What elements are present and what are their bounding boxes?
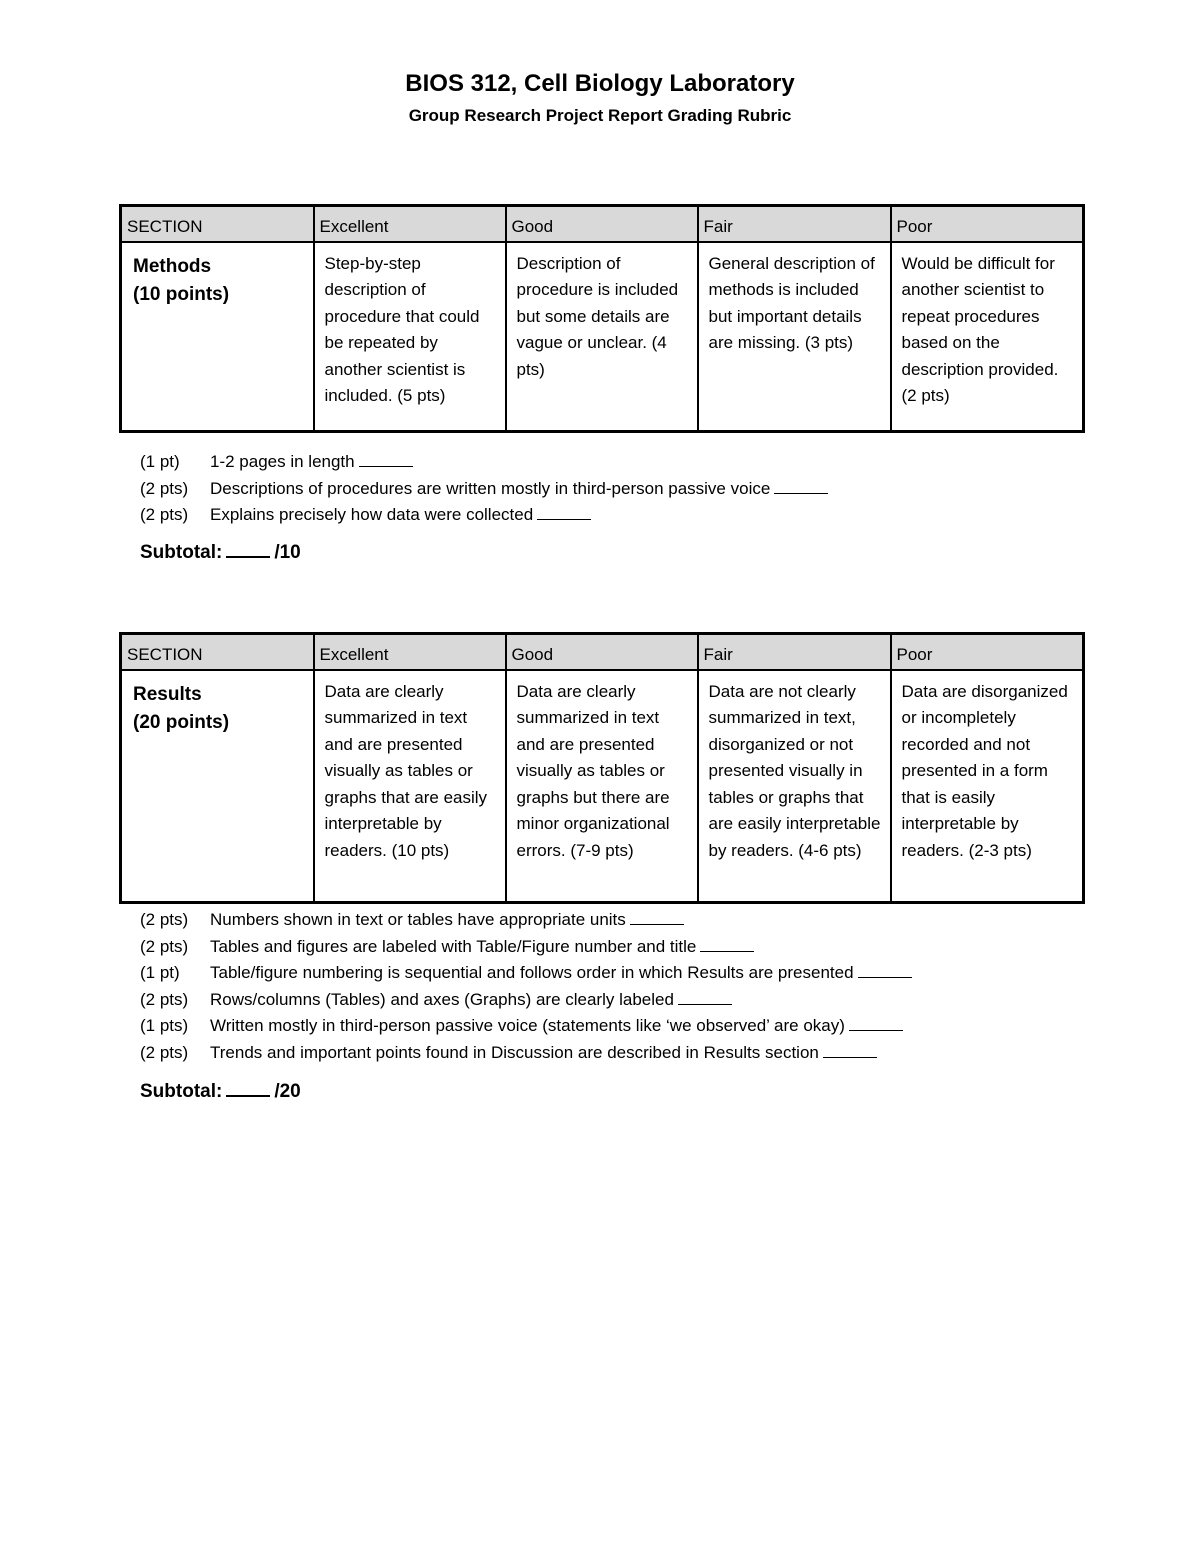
subtotal-max: /20	[274, 1081, 301, 1102]
criterion-text: Tables and figures are labeled with Table/Figure number and title	[210, 936, 697, 956]
table-header-row	[121, 634, 1084, 670]
subtotal-blank[interactable]	[226, 540, 270, 558]
points-label: (2 pts)	[140, 478, 189, 498]
section-cell-methods	[121, 242, 314, 432]
subtotal-label: Subtotal:	[140, 542, 223, 563]
list-item	[140, 476, 828, 503]
list-item	[140, 449, 828, 476]
results-checklist	[140, 907, 912, 1066]
table-header-row	[121, 206, 1084, 242]
subtotal-max: /10	[274, 542, 301, 563]
methods-rubric-table	[119, 204, 1085, 433]
points-label: (2 pts)	[140, 1042, 189, 1062]
points-label: (2 pts)	[140, 505, 189, 524]
points-label: (1 pts)	[140, 1016, 189, 1035]
column-header-fair: Fair	[698, 206, 891, 242]
methods-subtotal	[140, 540, 301, 564]
criterion-text: Written mostly in third-person passive voice (statements like ‘we observed’ are okay)	[210, 1016, 845, 1035]
criterion-text: Table/figure numbering is sequential and follows order in which Results are presented	[210, 963, 854, 982]
poor-cell: Data are disorganized or incompletely recorded and not presented in a form that is easily interpretable by readers. (2-3 pts)	[891, 670, 1084, 903]
subtotal-label: Subtotal:	[140, 1081, 223, 1102]
excellent-cell: Step-by-step description of procedure that could be repeated by another scientist is included. (5 pts)	[314, 242, 506, 432]
methods-checklist	[140, 449, 828, 529]
table-row	[121, 242, 1084, 432]
list-item	[140, 907, 912, 934]
column-header-good: Good	[506, 206, 698, 242]
list-item	[140, 960, 912, 987]
document-subtitle: Group Research Project Report Grading Rubric	[408, 106, 792, 125]
list-item	[140, 987, 912, 1014]
score-blank[interactable]	[823, 1042, 877, 1058]
section-points: (20 points)	[133, 711, 230, 733]
score-blank[interactable]	[678, 989, 732, 1005]
criterion-text: Descriptions of procedures are written mostly in third-person passive voice	[210, 478, 771, 498]
results-rubric-table	[119, 632, 1085, 904]
column-header-section: SECTION	[121, 634, 314, 670]
score-blank[interactable]	[774, 478, 828, 494]
score-blank[interactable]	[359, 451, 413, 467]
column-header-poor: Poor	[891, 634, 1084, 670]
section-name: Results	[133, 683, 202, 705]
good-cell: Data are clearly summarized in text and are presented visually as tables or graphs but there are minor organizational errors. (7-9 pts)	[506, 670, 698, 903]
score-blank[interactable]	[630, 909, 684, 925]
points-label: (1 pt)	[140, 963, 180, 982]
column-header-fair: Fair	[698, 634, 891, 670]
score-blank[interactable]	[537, 504, 591, 520]
points-label: (1 pt)	[140, 452, 180, 471]
section-name: Methods	[133, 255, 212, 277]
list-item	[140, 502, 828, 529]
excellent-cell: Data are clearly summarized in text and are presented visually as tables or graphs that are easily interpretable by readers. (10 pts)	[314, 670, 506, 903]
list-item	[140, 934, 912, 961]
list-item	[140, 1040, 912, 1067]
table-row	[121, 670, 1084, 903]
results-subtotal	[140, 1079, 301, 1103]
column-header-poor: Poor	[891, 206, 1084, 242]
criterion-text: Rows/columns (Tables) and axes (Graphs) are clearly labeled	[210, 989, 674, 1009]
good-cell: Description of procedure is included but some details are vague or unclear. (4 pts)	[506, 242, 698, 432]
column-header-good: Good	[506, 634, 698, 670]
section-cell-results	[121, 670, 314, 903]
criterion-text: 1-2 pages in length	[210, 452, 355, 471]
subtotal-blank[interactable]	[226, 1079, 270, 1097]
column-header-excellent: Excellent	[314, 206, 506, 242]
section-points: (10 points)	[133, 283, 230, 305]
points-label: (2 pts)	[140, 910, 189, 929]
document-title: BIOS 312, Cell Biology Laboratory	[405, 70, 795, 97]
poor-cell: Would be difficult for another scientist to repeat procedures based on the description provided. (2 pts)	[891, 242, 1084, 432]
points-label: (2 pts)	[140, 936, 189, 956]
score-blank[interactable]	[858, 962, 912, 978]
list-item	[140, 1013, 912, 1040]
score-blank[interactable]	[849, 1015, 903, 1031]
criterion-text: Numbers shown in text or tables have appropriate units	[210, 910, 626, 929]
score-blank[interactable]	[700, 936, 754, 952]
column-header-excellent: Excellent	[314, 634, 506, 670]
criterion-text: Explains precisely how data were collected	[210, 505, 534, 524]
fair-cell: Data are not clearly summarized in text, disorganized or not presented visually in tables or graphs that are easily interpretable by readers. (4-6 pts)	[698, 670, 891, 903]
criterion-text: Trends and important points found in Discussion are described in Results section	[210, 1042, 819, 1062]
fair-cell: General description of methods is included but important details are missing. (3 pts)	[698, 242, 891, 432]
points-label: (2 pts)	[140, 989, 189, 1009]
column-header-section: SECTION	[121, 206, 314, 242]
